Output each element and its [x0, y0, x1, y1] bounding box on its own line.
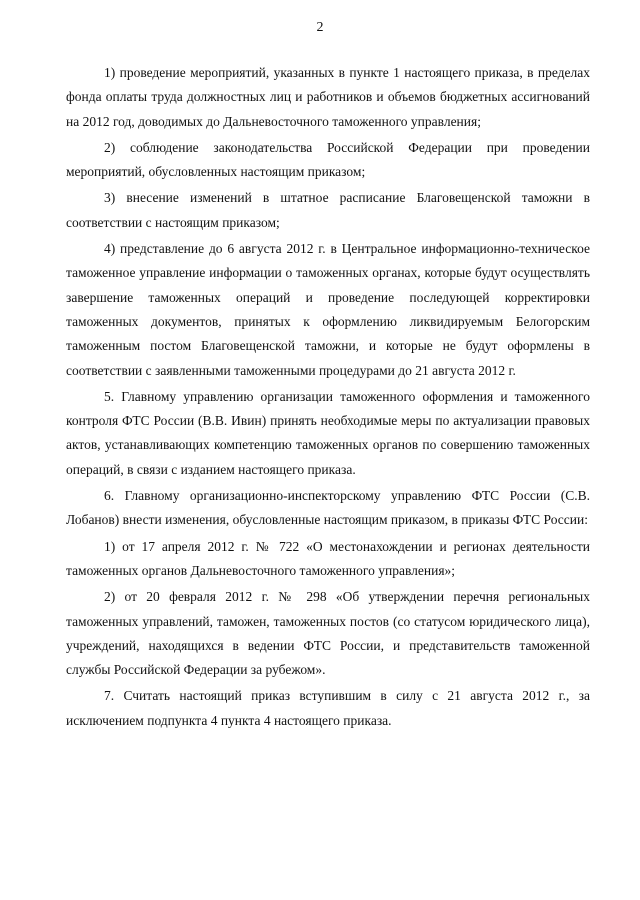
paragraph-item-6-sub-2: 2) от 20 февраля 2012 г. № 298 «Об утверждении перечня региональных таможенных управлений, таможен, таможенных постов (со статусом юридического лица), учреждений, находящихся в ведении ФТС России, и представительств таможенной службы Российской Федерации за рубежом». — [66, 589, 590, 678]
page-number: 2 — [316, 20, 324, 35]
paragraph-subitem-3: 3) внесение изменений в штатное расписание Благовещенской таможни в соответствии с настоящим приказом; — [66, 190, 590, 230]
paragraph-item-6-sub-1: 1) от 17 апреля 2012 г. № 722 «О местонахождении и регионах деятельности таможенных органов Дальневосточного таможенного управления»; — [66, 538, 590, 578]
paragraph-item-5: 5. Главному управлению организации таможенного оформления и таможенного контроля ФТС России (В.В. Ивин) принять необходимые меры по актуализации правовых актов, устанавливающих компетенцию таможенных органов по совершению таможенных операций, в связи с изданием настоящего приказа. — [66, 388, 590, 477]
paragraph-subitem-4: 4) представление до 6 августа 2012 г. в Центральное информационно-техническое таможенное управление информации о таможенных органах, которые будут осуществлять завершение таможенных операций и проведение последующей корректировки таможенных документов, принятых к оформлению ликвидируемым Белогорским таможенным постом Благовещенской таможни, и которые не будут оформлены в соответствии с заявленными таможенными процедурами до 21 августа 2012 г. — [66, 241, 590, 378]
document-body — [66, 61, 590, 733]
paragraph-subitem-1: 1) проведение мероприятий, указанных в пункте 1 настоящего приказа, в пределах фонда оплаты труда должностных лиц и работников и объемов бюджетных ассигнований на 2012 год, доводимых до Дальневосточного таможенного управления; — [66, 65, 590, 129]
paragraph-item-7: 7. Считать настоящий приказ вступившим в силу с 21 августа 2012 г., за исключением подпункта 4 пункта 4 настоящего приказа. — [66, 688, 590, 728]
paragraph-subitem-2: 2) соблюдение законодательства Российской Федерации при проведении мероприятий, обусловленных настоящим приказом; — [66, 139, 590, 180]
paragraph-item-6: 6. Главному организационно-инспекторскому управлению ФТС России (С.В. Лобанов) внести изменения, обусловленные настоящим приказом, в приказы ФТС России: — [66, 488, 590, 528]
